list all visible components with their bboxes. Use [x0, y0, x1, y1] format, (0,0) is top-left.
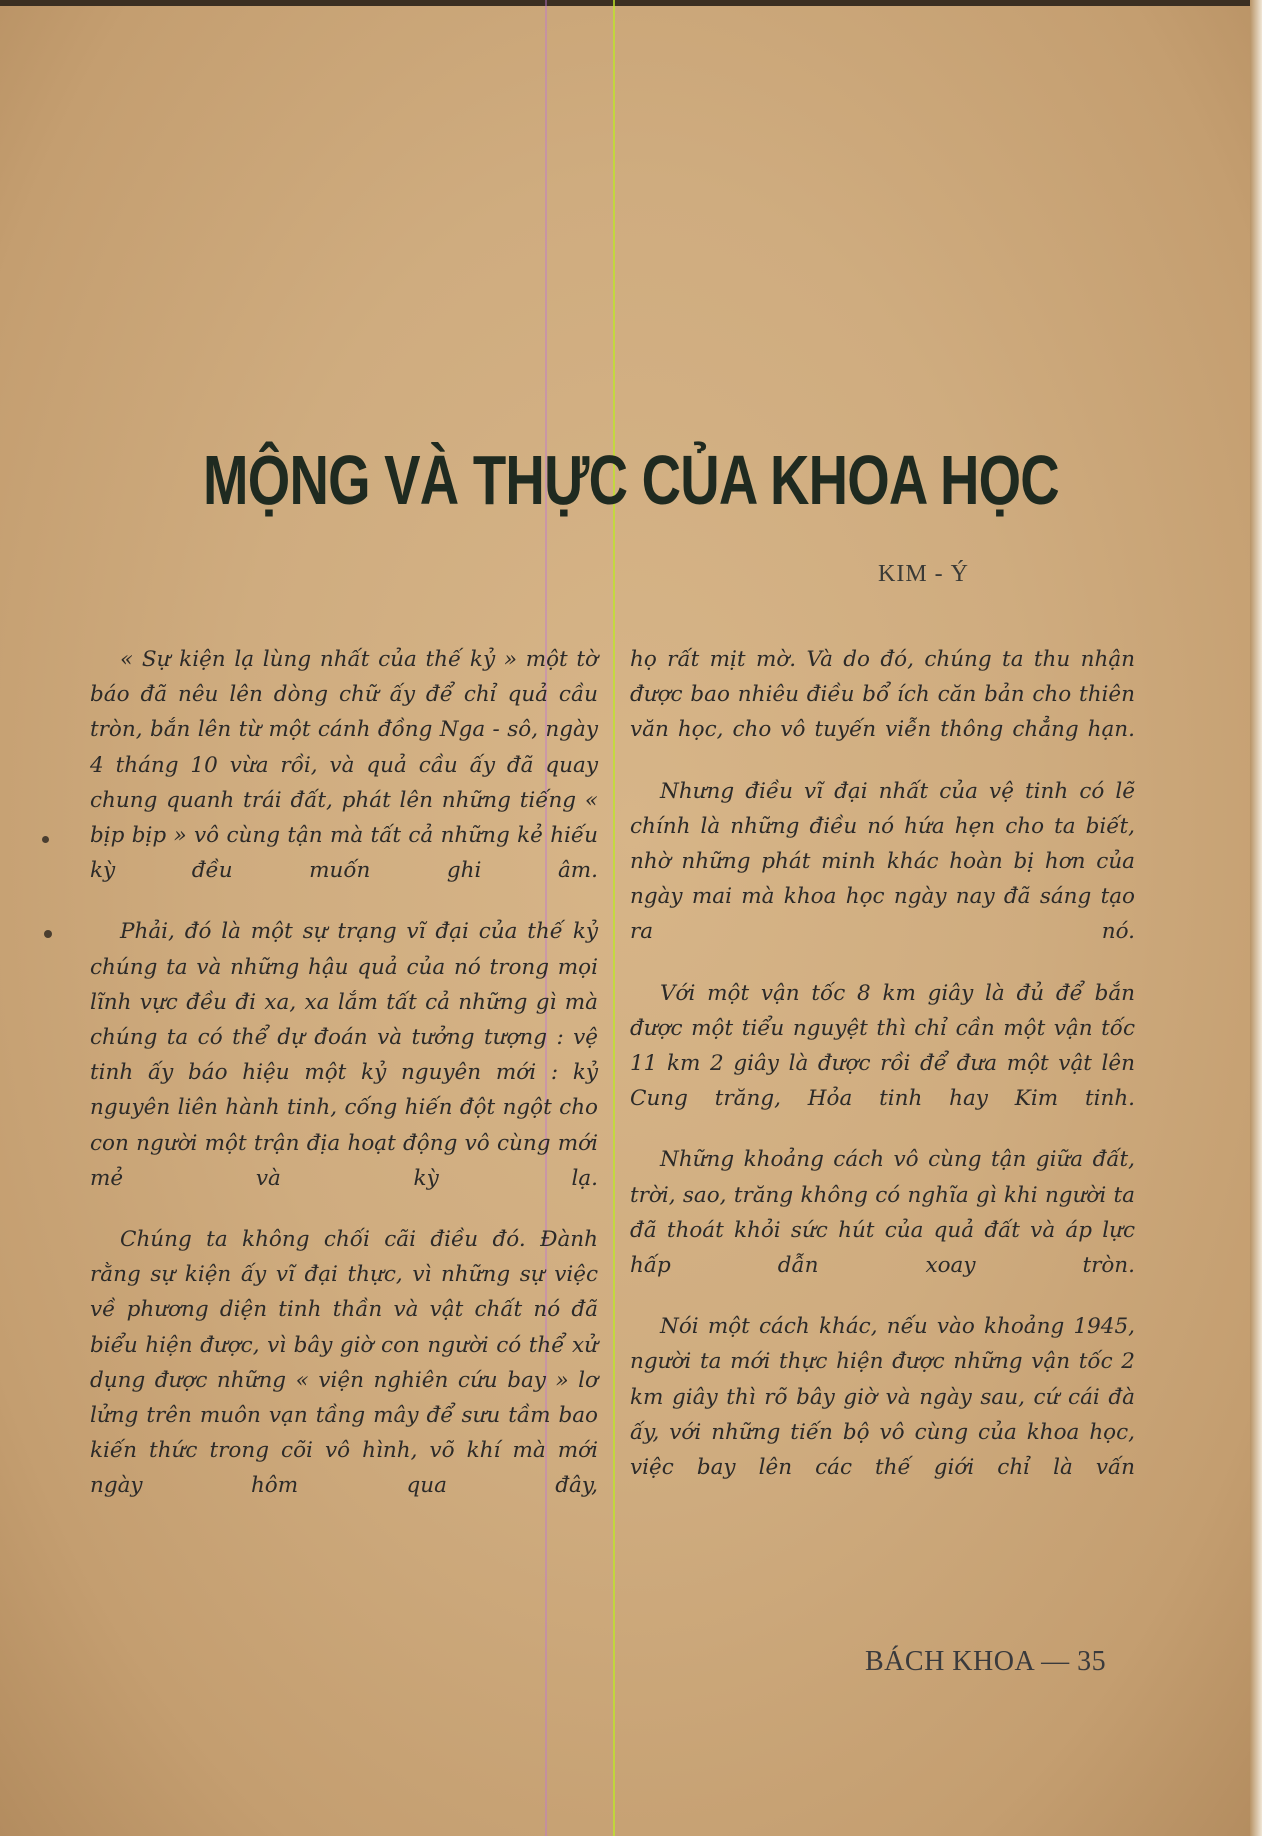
paragraph: Nhưng điều vĩ đại nhất của vệ tinh có lẽ chính là những điều nó hứa hẹn cho ta biết, nhờ những phát minh khác hoàn bị hơn của ngày mai mà khoa học ngày nay đã sáng tạo ra nó.: [630, 778, 1135, 945]
scan-right-edge: [1250, 0, 1262, 1836]
scan-top-edge: [0, 0, 1262, 6]
paragraph: Những khoảng cách vô cùng tận giữa đất, trời, sao, trăng không có nghĩa gì khi người ta đã thoát khỏi sức hút của quả đất và áp lực hấp dẫn xoay tròn.: [630, 1147, 1135, 1279]
paragraph: họ rất mịt mờ. Và do đó, chúng ta thu nhận được bao nhiêu điều bổ ích căn bản cho thiên văn học, cho vô tuyến viễn thông chẳng hạn.: [630, 647, 1135, 743]
article-title: MỘNG VÀ THỰC CỦA KHOA HỌC: [203, 441, 1059, 519]
paragraph: « Sự kiện lạ lùng nhất của thế kỷ » một tờ báo đã nêu lên dòng chữ ấy để chỉ quả cầu tròn, bắn lên từ một cánh đồng Nga - sô, ngày 4 tháng 10 vừa rồi, và quả cầu ấy đã quay chung quanh trái đất, phát lên những tiếng « bịp bịp » vô cùng tận mà tất cả những kẻ hiếu kỳ đều muốn ghi âm.: [90, 647, 598, 884]
paper-spot: [42, 836, 49, 843]
page-footer: BÁCH KHOA — 35: [865, 1646, 1107, 1677]
paragraph: Chúng ta không chối cãi điều đó. Đành rằng sự kiện ấy vĩ đại thực, vì những sự việc về phương diện tinh thần và vật chất nó đã biểu hiện được, vì bây giờ con người có thể xử dụng được những « viện nghiên cứu bay » lơ lửng trên muôn vạn tầng mây để sưu tầm bao kiến thức trong cõi vô hình, võ khí mà mới ngày hôm qua đây,: [90, 1227, 598, 1499]
article-author: KIM - Ý: [878, 561, 969, 587]
paragraph: Phải, đó là một sự trạng vĩ đại của thế kỷ chúng ta và những hậu quả của nó trong mọi lĩnh vực đều đi xa, xa lắm tất cả những gì mà chúng ta có thể dự đoán và tưởng tượng : vệ tinh ấy báo hiệu một kỷ nguyên mới : kỷ nguyên liên hành tinh, cống hiến đột ngột cho con người một trận địa hoạt động vô cùng mới mẻ và kỳ lạ.: [90, 919, 598, 1191]
left-text-column: [90, 642, 598, 1530]
right-text-column: [630, 642, 1135, 1511]
paper-spot: [44, 930, 52, 938]
paragraph: Nói một cách khác, nếu vào khoảng 1945, người ta mới thực hiện được những vận tốc 2 km giây thì rõ bây giờ và ngày sau, cứ cái đà ấy, với những tiến bộ vô cùng của khoa học, việc bay lên các thế giới chỉ là vấn: [630, 1314, 1135, 1481]
scan-artifact-line: [613, 0, 615, 1836]
paragraph: Với một vận tốc 8 km giây là đủ để bắn được một tiểu nguyệt thì chỉ cần một vận tốc 11 km 2 giây là được rồi để đưa một vật lên Cung trăng, Hỏa tinh hay Kim tinh.: [630, 980, 1135, 1112]
